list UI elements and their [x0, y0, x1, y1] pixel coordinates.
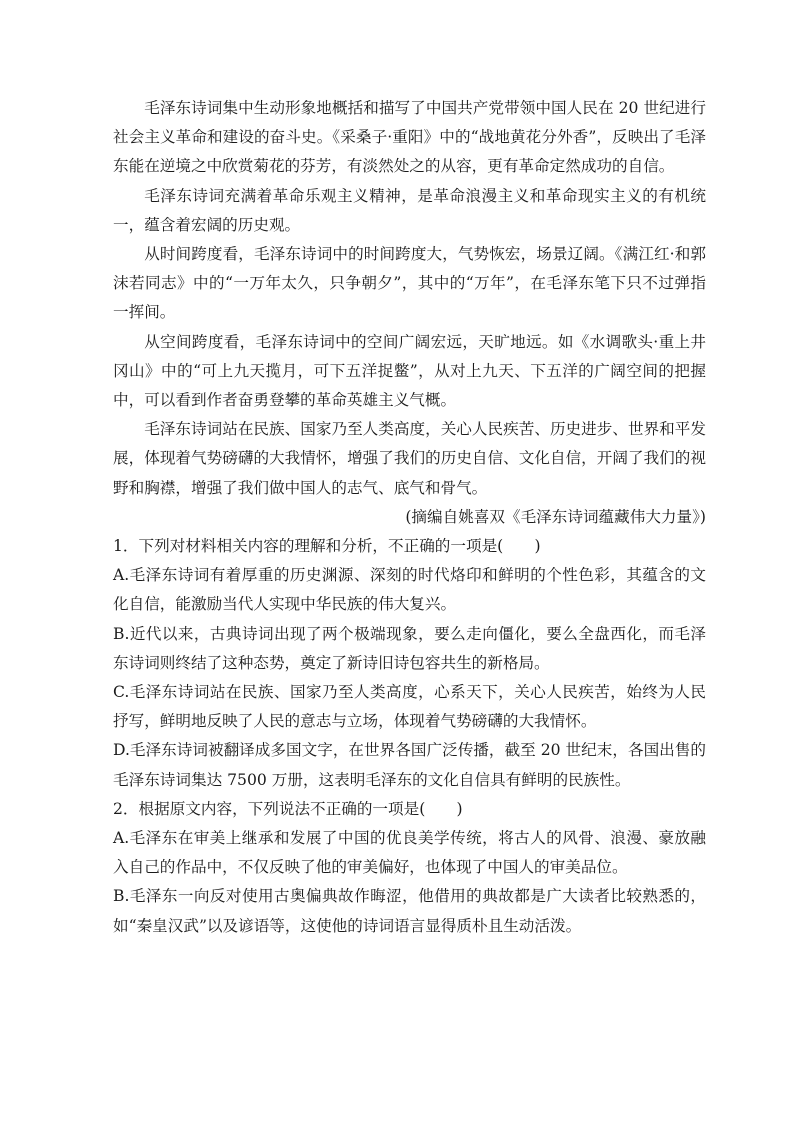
question-1-option-c: C.毛泽东诗词站在民族、国家乃至人类高度，心系天下，关心人民疾苦，始终为人民抒写，鲜明地反映了人民的意志与立场，体现着气势磅礴的大我情怀。: [113, 683, 706, 731]
question-2-stem: 2．根据原文内容，下列说法不正确的一项是( ): [113, 799, 463, 818]
passage-paragraph-4: 从空间跨度看，毛泽东诗词中的空间广阔宏远，天旷地远。如《水调歌头·重上井冈山》中的“可上九天揽月，可下五洋捉鳖”，从对上九天、下五洋的广阔空间的把握中，可以看到作者奋勇登攀的革命英雄主义气概。: [113, 332, 706, 410]
passage-paragraph-1: 毛泽东诗词集中生动形象地概括和描写了中国共产党带领中国人民在 20 世纪进行社会主义革命和建设的奋斗史。《采桑子·重阳》中的“战地黄花分外香”，反映出了毛泽东能在逆境之中欣赏菊花的芬芳，有淡然处之的从容，更有革命定然成功的自信。: [113, 99, 706, 176]
question-1-option-b: B.近代以来，古典诗词出现了两个极端现象，要么走向僵化，要么全盘西化，而毛泽东诗词则终结了这种态势，奠定了新诗旧诗包容共生的新格局。: [113, 624, 706, 672]
question-1-option-a: A.毛泽东诗词有着厚重的历史渊源、深刻的时代烙印和鲜明的个性色彩，其蕴含的文化自信，能激励当代人实现中华民族的伟大复兴。: [113, 566, 706, 614]
question-2-option-b: B.毛泽东一向反对使用古奥偏典故作晦涩，他借用的典故都是广大读者比较熟悉的，如“秦皇汉武”以及谚语等，这使他的诗词语言显得质朴且生动活泼。: [113, 887, 706, 935]
question-2-option-a: A.毛泽东在审美上继承和发展了中国的优良美学传统，将古人的风骨、浪漫、豪放融入自己的作品中，不仅反映了他的审美偏好，也体现了中国人的审美品位。: [113, 829, 706, 877]
passage-paragraph-5: 毛泽东诗词站在民族、国家乃至人类高度，关心人民疾苦、历史进步、世界和平发展，体现着气势磅礴的大我情怀，增强了我们的历史自信、文化自信，开阔了我们的视野和胸襟，增强了我们做中国人的志气、底气和骨气。: [113, 420, 706, 497]
passage-source: (摘编自姚喜双《毛泽东诗词蕴藏伟大力量》): [405, 507, 706, 526]
passage-paragraph-3: 从时间跨度看，毛泽东诗词中的时间跨度大，气势恢宏，场景辽阔。《满江红·和郭沫若同志》中的“一万年太久，只争朝夕”，其中的“万年”，在毛泽东笔下只不过弹指一挥间。: [113, 245, 706, 322]
passage-paragraph-2: 毛泽东诗词充满着革命乐观主义精神，是革命浪漫主义和革命现实主义的有机统一，蕴含着宏阔的历史观。: [113, 186, 706, 234]
question-1-option-d: D.毛泽东诗词被翻译成多国文字，在世界各国广泛传播，截至 20 世纪末，各国出售的毛泽东诗词集达 7500 万册，这表明毛泽东的文化自信具有鲜明的民族性。: [113, 741, 706, 789]
question-1-stem: 1．下列对材料相关内容的理解和分析，不正确的一项是( ): [113, 537, 541, 556]
